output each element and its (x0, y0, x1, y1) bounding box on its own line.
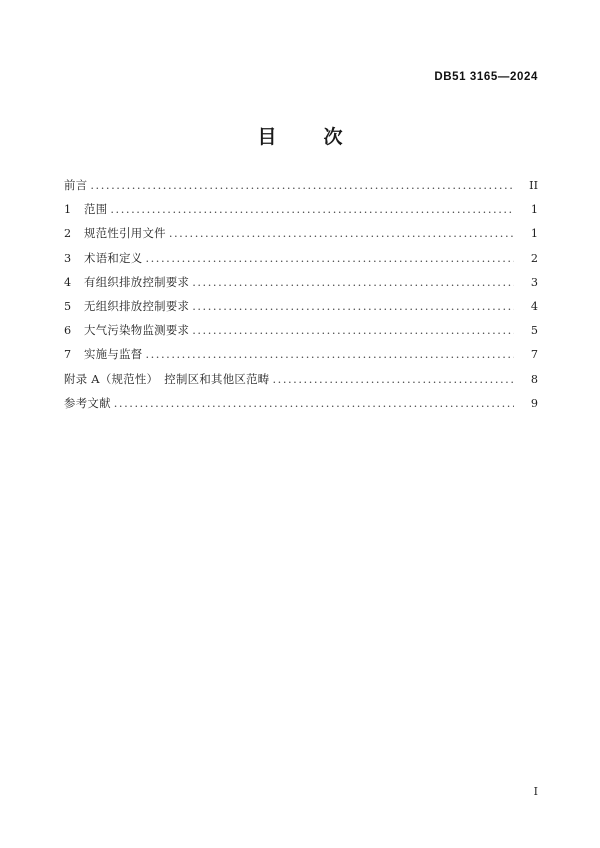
table-of-contents (64, 177, 538, 419)
toc-dot-leader (90, 180, 514, 191)
toc-entry-page: 9 (530, 396, 538, 410)
footer-page-number: I (533, 785, 538, 798)
toc-entry[interactable] (64, 201, 538, 225)
toc-entry-label: 范围 (84, 202, 108, 217)
toc-entry[interactable] (64, 371, 538, 395)
toc-entry-label: 前言 (64, 178, 88, 192)
toc-entry-number: 3 (64, 251, 72, 265)
toc-dot-leader (114, 398, 514, 409)
toc-entry[interactable] (64, 346, 538, 370)
toc-dot-leader (192, 301, 514, 312)
toc-entry-page: 3 (530, 275, 538, 289)
toc-entry-number: 2 (64, 227, 72, 241)
toc-entry-number: 7 (64, 348, 72, 362)
toc-entry-number: 1 (64, 203, 72, 217)
toc-entry-label: 附录 A（规范性） 控制区和其他区范畴 (64, 371, 270, 386)
toc-entry-label: 实施与监督 (84, 347, 143, 362)
toc-entry-number: 4 (64, 275, 72, 289)
toc-dot-leader (145, 253, 514, 264)
toc-entry-label: 有组织排放控制要求 (84, 274, 190, 289)
toc-entry[interactable] (64, 274, 538, 298)
toc-entry[interactable] (64, 250, 538, 274)
toc-entry[interactable] (64, 298, 538, 322)
toc-entry-page: 2 (530, 251, 538, 265)
toc-entry-label: 术语和定义 (84, 250, 143, 265)
toc-entry[interactable] (64, 177, 538, 201)
toc-entry-page: 7 (530, 348, 538, 362)
toc-entry-label: 规范性引用文件 (84, 226, 166, 241)
toc-entry-page: 4 (530, 299, 538, 313)
toc-entry-label: 大气污染物监测要求 (84, 323, 190, 338)
toc-dot-leader (145, 349, 514, 360)
toc-entry-number: 6 (64, 324, 72, 338)
toc-entry-label: 无组织排放控制要求 (84, 298, 190, 313)
toc-entry-page: 5 (530, 324, 538, 338)
toc-entry-page: 1 (530, 227, 538, 241)
standard-code-header: DB51 3165—2024 (434, 71, 538, 83)
toc-dot-leader (110, 204, 514, 215)
toc-entry[interactable] (64, 395, 538, 419)
toc-entry[interactable] (64, 322, 538, 346)
page-title: 目 次 (257, 126, 357, 148)
toc-dot-leader (192, 277, 514, 288)
toc-entry[interactable] (64, 225, 538, 249)
toc-dot-leader (169, 228, 514, 239)
toc-entry-number: 5 (64, 299, 72, 313)
toc-dot-leader (192, 325, 514, 336)
toc-entry-page: 1 (530, 203, 538, 217)
toc-entry-page: 8 (530, 372, 538, 386)
toc-dot-leader (273, 374, 515, 385)
toc-entry-label: 参考文献 (64, 395, 111, 410)
toc-entry-page: II (529, 179, 538, 192)
